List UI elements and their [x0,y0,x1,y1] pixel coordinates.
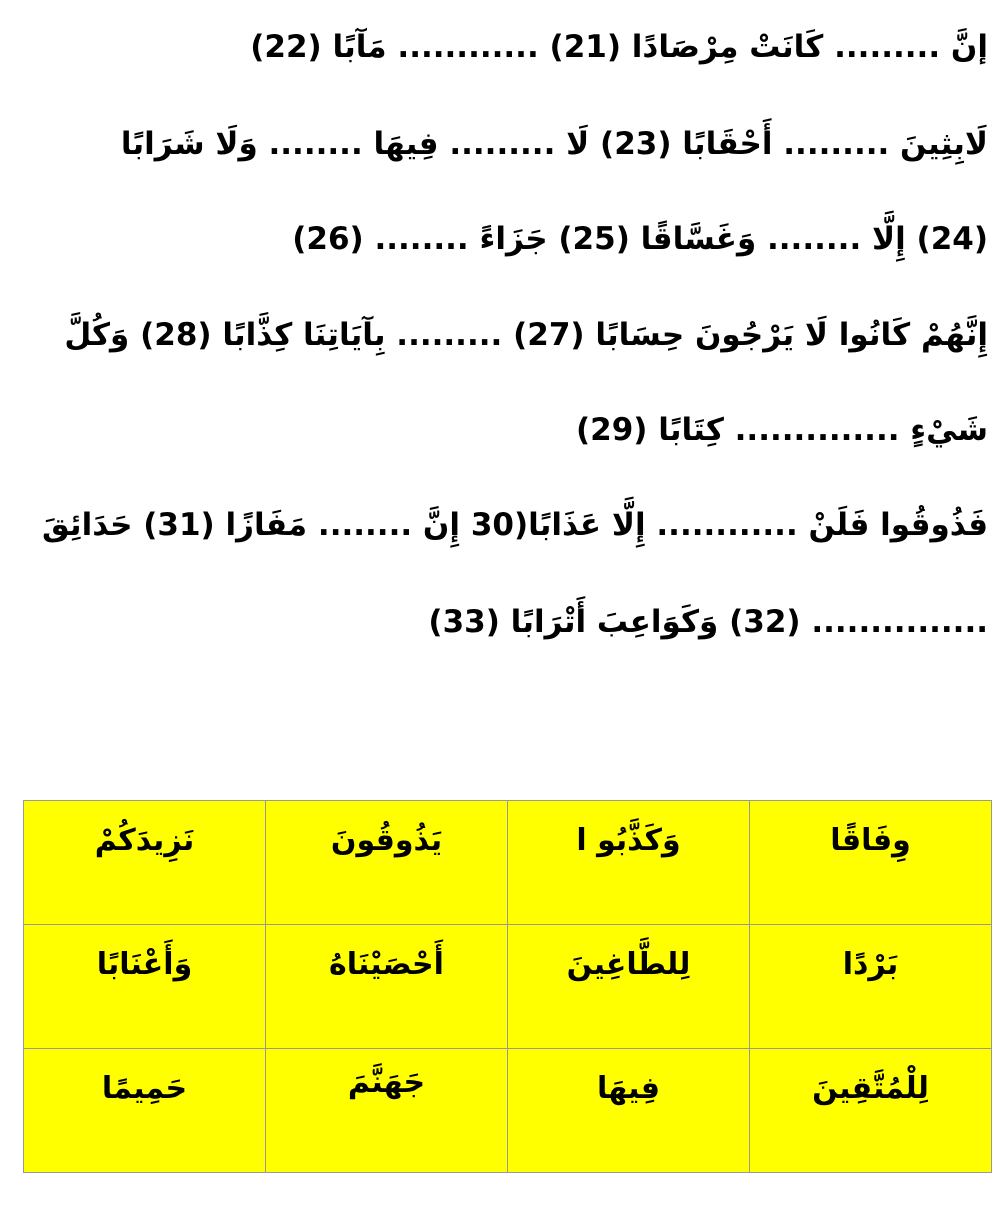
word-bank-word[interactable]: لِلطَّاغِينَ [566,947,691,982]
word-bank-word[interactable]: وَكَذَّبُو ا [576,823,681,858]
word-bank-word[interactable]: يَذُوقُونَ [330,823,443,858]
word-bank-word[interactable]: حَمِيمًا [101,1071,188,1106]
exercise-line-3: (24) إِلَّا ........ وَغَسَّاقًا (25) جَزَاءً ........ (26) [292,221,988,257]
exercise-line-2: لَابِثِينَ ......... أَحْقَابًا (23) لَا ......... فِيهَا ........ وَلَا شَرَابًا [120,126,988,162]
word-bank-word[interactable]: وِفَاقًا [830,823,911,858]
word-bank-row [24,801,992,925]
word-bank-word[interactable]: جَهَنَّمَ [347,1065,426,1100]
word-bank-word[interactable]: وَأَعْنَابًا [96,947,193,982]
exercise-line-1: إنَّ ......... كَانَتْ مِرْصَادًا (21) ............ مَآبًا (22) [250,29,988,65]
word-bank-cell[interactable] [266,801,508,925]
word-bank-table [23,800,992,1173]
word-bank-cell[interactable] [508,801,750,925]
word-bank-cell[interactable] [750,925,992,1049]
word-bank-cell[interactable] [266,925,508,1049]
word-bank-cell[interactable] [508,925,750,1049]
word-bank-word[interactable]: نَزِيدَكُمْ [94,823,195,858]
exercise-line-5: شَيْءٍ .............. كِتَابًا (29) [575,412,988,448]
word-bank-cell[interactable] [24,925,266,1049]
word-bank-word[interactable]: أَحْصَيْنَاهُ [329,947,444,982]
word-bank-row [24,1049,992,1173]
word-bank-cell[interactable] [266,1049,508,1173]
exercise-line-6: فَذُوقُوا فَلَنْ ............ إِلَّا عَذَابًا(30 إِنَّ ........ مَفَازًا (31) حَدَائِقَ [41,507,988,543]
word-bank-cell[interactable] [750,801,992,925]
exercise-line-4: إِنَّهُمْ كَانُوا لَا يَرْجُونَ حِسَابًا (27) ......... بِآيَاتِنَا كِذَّابًا (28) وَكُلَّ [64,317,988,353]
word-bank-cell[interactable] [24,801,266,925]
word-bank-word[interactable]: بَرْدًا [842,947,899,982]
word-bank-cell[interactable] [508,1049,750,1173]
word-bank-row [24,925,992,1049]
word-bank-cell[interactable] [750,1049,992,1173]
word-bank-word[interactable]: لِلْمُتَّقِينَ [812,1071,929,1106]
word-bank-cell[interactable] [24,1049,266,1173]
word-bank-word[interactable]: فِيهَا [597,1071,660,1106]
exercise-line-7: ............... (32) وَكَوَاعِبَ أَتْرَابًا (33) [428,604,988,640]
